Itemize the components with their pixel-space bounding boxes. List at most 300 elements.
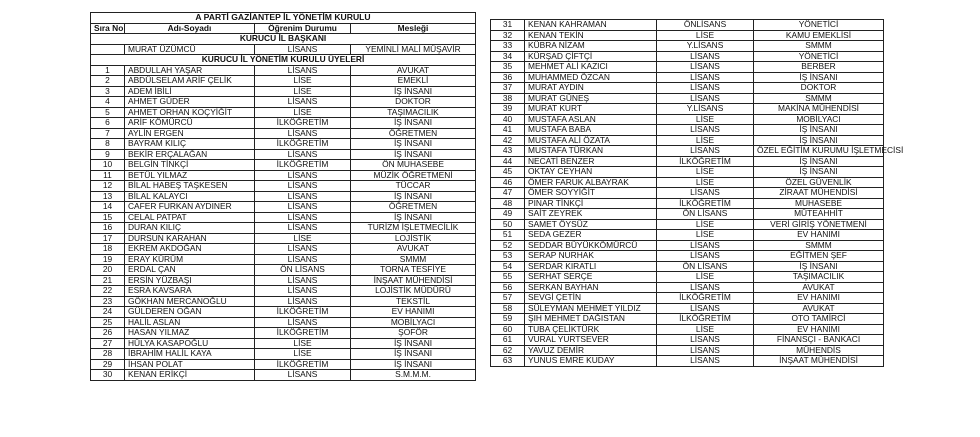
member-number: 7 xyxy=(91,128,125,139)
member-number: 39 xyxy=(491,104,525,115)
member-education: İLKÖĞRETİM xyxy=(657,314,754,325)
member-profession: İŞ İNSANI xyxy=(351,349,476,360)
member-education: LİSE xyxy=(657,114,754,125)
table-row xyxy=(91,275,476,286)
member-profession: EV HANIMI xyxy=(351,307,476,318)
table-row xyxy=(91,296,476,307)
member-name: GÜLDEREN OĞAN xyxy=(125,307,255,318)
member-number: 32 xyxy=(491,30,525,41)
member-profession: TEKSTİL xyxy=(351,296,476,307)
member-education: Y.LİSANS xyxy=(657,41,754,52)
member-name: ŞIH MEHMET DAĞISTAN xyxy=(525,314,657,325)
member-number: 48 xyxy=(491,198,525,209)
member-name: SEVGİ ÇETİN xyxy=(525,293,657,304)
member-number: 11 xyxy=(91,170,125,181)
left-member-table xyxy=(90,12,476,381)
table-row xyxy=(491,209,884,220)
member-number: 15 xyxy=(91,212,125,223)
member-name: BAYRAM KILIÇ xyxy=(125,139,255,150)
member-education: LİSANS xyxy=(657,335,754,346)
table-row xyxy=(91,97,476,108)
member-profession: ÖZEL GÜVENLİK xyxy=(754,177,884,188)
member-number: 41 xyxy=(491,125,525,136)
member-education: İLKÖĞRETİM xyxy=(255,139,351,150)
member-profession: AVUKAT xyxy=(351,65,476,76)
member-education: İLKÖĞRETİM xyxy=(657,198,754,209)
member-name: CAFER FURKAN AYDINER xyxy=(125,202,255,213)
member-number: 40 xyxy=(491,114,525,125)
member-name: SERDAR KIRATLI xyxy=(525,261,657,272)
member-name: HASAN YILMAZ xyxy=(125,328,255,339)
member-education: LİSANS xyxy=(255,97,351,108)
table-row xyxy=(91,160,476,171)
member-profession: EĞİTMEN ŞEF xyxy=(754,251,884,262)
member-name: ESRA KAVSARA xyxy=(125,286,255,297)
member-profession: İŞ İNSANI xyxy=(754,167,884,178)
member-name: SAMET ÖYSÜZ xyxy=(525,219,657,230)
member-number: 10 xyxy=(91,160,125,171)
member-number: 30 xyxy=(91,370,125,381)
table-row xyxy=(491,125,884,136)
member-education: LİSANS xyxy=(255,149,351,160)
member-profession: İŞ İNSANI xyxy=(351,118,476,129)
member-education: LİSANS xyxy=(255,275,351,286)
member-name: İBRAHİM HALİL KAYA xyxy=(125,349,255,360)
table-row xyxy=(91,181,476,192)
member-name: BİLAL KALAYCI xyxy=(125,191,255,202)
member-education: ÖN LİSANS xyxy=(657,261,754,272)
member-number: 50 xyxy=(491,219,525,230)
member-education: LİSANS xyxy=(657,356,754,367)
table-row xyxy=(91,65,476,76)
member-profession: ŞOFÖR xyxy=(351,328,476,339)
member-profession: EV HANIMI xyxy=(754,324,884,335)
chair-row xyxy=(91,44,476,55)
member-profession: İŞ İNSANI xyxy=(754,156,884,167)
member-number: 45 xyxy=(491,167,525,178)
table-row xyxy=(91,307,476,318)
table-row xyxy=(491,230,884,241)
table-row xyxy=(91,349,476,360)
member-number: 51 xyxy=(491,230,525,241)
member-name: MUSTAFA TÜRKAN xyxy=(525,146,657,157)
table-row xyxy=(91,149,476,160)
member-education: LİSE xyxy=(255,76,351,87)
member-education: LİSE xyxy=(255,233,351,244)
member-profession: İŞ İNSANI xyxy=(351,338,476,349)
member-education: LİSANS xyxy=(255,170,351,181)
member-number: 27 xyxy=(91,338,125,349)
table-row xyxy=(491,41,884,52)
table-row xyxy=(491,188,884,199)
table-row xyxy=(91,233,476,244)
member-name: DURAN KILIÇ xyxy=(125,223,255,234)
table-row xyxy=(91,254,476,265)
member-name: SERHAT SERÇE xyxy=(525,272,657,283)
member-number: 5 xyxy=(91,107,125,118)
member-profession: MÜZİK ÖĞRETMENİ xyxy=(351,170,476,181)
member-number: 3 xyxy=(91,86,125,97)
member-education: LİSANS xyxy=(255,254,351,265)
member-number: 13 xyxy=(91,191,125,202)
table-row xyxy=(491,345,884,356)
member-profession: AVUKAT xyxy=(351,244,476,255)
member-number: 37 xyxy=(491,83,525,94)
member-education: İLKÖĞRETİM xyxy=(255,160,351,171)
member-profession: İŞ İNSANI xyxy=(351,191,476,202)
member-number: 23 xyxy=(91,296,125,307)
table-row xyxy=(491,293,884,304)
member-education: LİSE xyxy=(255,349,351,360)
member-name: NECATİ BENZER xyxy=(525,156,657,167)
chair-profession: YEMİNLİ MALİ MÜŞAVİR xyxy=(351,44,476,55)
member-number: 21 xyxy=(91,275,125,286)
member-education: LİSE xyxy=(657,167,754,178)
table-row xyxy=(491,324,884,335)
member-name: OKTAY CEYHAN xyxy=(525,167,657,178)
member-profession: LOJİSTİK xyxy=(351,233,476,244)
member-number: 42 xyxy=(491,135,525,146)
member-name: KÜRŞAD ÇİFTÇİ xyxy=(525,51,657,62)
member-name: DURSUN KARAHAN xyxy=(125,233,255,244)
member-education: İLKÖĞRETİM xyxy=(657,293,754,304)
member-profession: KAMU EMEKLİSİ xyxy=(754,30,884,41)
member-name: SAİT ZEYREK xyxy=(525,209,657,220)
member-number: 16 xyxy=(91,223,125,234)
member-education: LİSANS xyxy=(255,296,351,307)
member-profession: BERBER xyxy=(754,62,884,73)
member-profession: EV HANIMI xyxy=(754,293,884,304)
member-education: LİSANS xyxy=(657,303,754,314)
member-name: VURAL YURTSEVER xyxy=(525,335,657,346)
member-name: PINAR TİNKÇİ xyxy=(525,198,657,209)
member-name: AHMET ORHAN KOÇYİĞİT xyxy=(125,107,255,118)
member-name: BİLAL HABEŞ TAŞKESEN xyxy=(125,181,255,192)
member-education: LİSE xyxy=(255,338,351,349)
member-number: 55 xyxy=(491,272,525,283)
member-education: LİSANS xyxy=(255,223,351,234)
table-row xyxy=(491,20,884,31)
member-number: 1 xyxy=(91,65,125,76)
member-profession: EMEKLİ xyxy=(351,76,476,87)
member-profession: İŞ İNSANI xyxy=(754,72,884,83)
member-name: BEKİR ERÇALAĞAN xyxy=(125,149,255,160)
member-education: LİSE xyxy=(657,219,754,230)
member-name: MEHMET ALİ KAZICI xyxy=(525,62,657,73)
member-name: SEDA GEZER xyxy=(525,230,657,241)
member-number: 4 xyxy=(91,97,125,108)
member-profession: İŞ İNSANI xyxy=(351,86,476,97)
member-name: ÖMER FARUK ALBAYRAK xyxy=(525,177,657,188)
member-name: YUNUS EMRE KUDAY xyxy=(525,356,657,367)
header-name: Adı-Soyadı xyxy=(125,23,255,34)
member-profession: TORNA TESFİYE xyxy=(351,265,476,276)
table-row xyxy=(91,107,476,118)
table-row xyxy=(491,303,884,314)
member-education: LİSANS xyxy=(255,370,351,381)
table-row xyxy=(91,76,476,87)
table-row xyxy=(491,104,884,115)
table-row xyxy=(491,219,884,230)
member-education: LİSANS xyxy=(657,188,754,199)
member-profession: MÜTEAHHİT xyxy=(754,209,884,220)
member-profession: MUHASEBE xyxy=(754,198,884,209)
table-row xyxy=(491,93,884,104)
member-number: 26 xyxy=(91,328,125,339)
member-number: 53 xyxy=(491,251,525,262)
member-number: 17 xyxy=(91,233,125,244)
table-row xyxy=(91,338,476,349)
document-title: A PARTİ GAZİANTEP İL YÖNETİM KURULU xyxy=(91,13,476,24)
member-name: MURAT AYDIN xyxy=(525,83,657,94)
table-row xyxy=(491,167,884,178)
member-profession: İŞ İNSANI xyxy=(351,212,476,223)
table-row xyxy=(91,191,476,202)
member-education: LİSE xyxy=(657,177,754,188)
member-profession: ÖZEL EĞİTİM KURUMU İŞLETMECİSİ xyxy=(754,146,884,157)
member-education: LİSANS xyxy=(657,240,754,251)
member-number: 8 xyxy=(91,139,125,150)
member-number: 56 xyxy=(491,282,525,293)
member-name: HALİL ASLAN xyxy=(125,317,255,328)
member-profession: EV HANIMI xyxy=(754,230,884,241)
member-name: MUSTAFA ALİ ÖZATA xyxy=(525,135,657,146)
member-education: LİSANS xyxy=(255,181,351,192)
member-name: SERKAN BAYHAN xyxy=(525,282,657,293)
table-row xyxy=(91,86,476,97)
member-number: 28 xyxy=(91,349,125,360)
member-profession: AVUKAT xyxy=(754,282,884,293)
member-number: 12 xyxy=(91,181,125,192)
member-number: 63 xyxy=(491,356,525,367)
member-name: MURAT GÜNEŞ xyxy=(525,93,657,104)
section-chair: KURUCU İL BAŞKANI xyxy=(91,34,476,45)
member-profession: S.M.M.M. xyxy=(351,370,476,381)
member-education: ÖN LİSANS xyxy=(255,265,351,276)
member-number: 60 xyxy=(491,324,525,335)
table-row xyxy=(91,139,476,150)
member-profession: İŞ İNSANI xyxy=(351,359,476,370)
table-row xyxy=(91,128,476,139)
member-education: LİSANS xyxy=(657,345,754,356)
table-row xyxy=(91,286,476,297)
member-profession: İŞ İNSANI xyxy=(351,139,476,150)
member-education: LİSANS xyxy=(657,93,754,104)
member-education: LİSE xyxy=(657,272,754,283)
member-name: ABDÜLSELAM ARİF ÇELİK xyxy=(125,76,255,87)
member-profession: İŞ İNSANI xyxy=(754,135,884,146)
member-number: 22 xyxy=(91,286,125,297)
table-row xyxy=(91,212,476,223)
chair-name: MURAT ÜZÜMCÜ xyxy=(125,44,255,55)
member-name: AYLİN ERGEN xyxy=(125,128,255,139)
member-name: ÖMER SOYYİĞİT xyxy=(525,188,657,199)
table-row xyxy=(91,118,476,129)
table-row xyxy=(491,156,884,167)
member-number: 25 xyxy=(91,317,125,328)
member-number: 58 xyxy=(491,303,525,314)
member-name: SEDDAR BÜYÜKKÖMÜRCÜ xyxy=(525,240,657,251)
member-name: MUHAMMED ÖZCAN xyxy=(525,72,657,83)
member-education: LİSE xyxy=(657,230,754,241)
table-row xyxy=(491,251,884,262)
member-name: ERAY KÜRÜM xyxy=(125,254,255,265)
member-name: SÜLEYMAN MEHMET YILDIZ xyxy=(525,303,657,314)
right-member-table xyxy=(490,19,904,367)
member-profession: YÖNETİCİ xyxy=(754,51,884,62)
table-row xyxy=(91,244,476,255)
member-number: 44 xyxy=(491,156,525,167)
member-profession: DOKTOR xyxy=(351,97,476,108)
member-name: MURAT KURT xyxy=(525,104,657,115)
member-name: MUSTAFA BABA xyxy=(525,125,657,136)
member-education: LİSANS xyxy=(657,51,754,62)
member-name: ARİF KÖMÜRCÜ xyxy=(125,118,255,129)
member-name: GÖKHAN MERCANOĞLU xyxy=(125,296,255,307)
table-row xyxy=(91,317,476,328)
member-number: 6 xyxy=(91,118,125,129)
member-number: 20 xyxy=(91,265,125,276)
member-education: LİSANS xyxy=(255,286,351,297)
member-name: AHMET GÜDER xyxy=(125,97,255,108)
member-name: ADEM İBİLİ xyxy=(125,86,255,97)
table-row xyxy=(91,359,476,370)
member-number: 35 xyxy=(491,62,525,73)
member-education: LİSANS xyxy=(255,128,351,139)
table-row xyxy=(491,146,884,157)
member-name: ERSİN YÜZBAŞI xyxy=(125,275,255,286)
table-row xyxy=(91,202,476,213)
member-education: LİSE xyxy=(255,107,351,118)
table-row xyxy=(491,62,884,73)
member-name: ERDAL ÇAN xyxy=(125,265,255,276)
member-education: LİSANS xyxy=(255,317,351,328)
table-row xyxy=(491,356,884,367)
member-name: ABDULLAH YAŞAR xyxy=(125,65,255,76)
member-name: KENAN ERİKÇİ xyxy=(125,370,255,381)
member-name: İHSAN POLAT xyxy=(125,359,255,370)
member-education: LİSANS xyxy=(657,251,754,262)
table-row xyxy=(91,370,476,381)
member-profession: İŞ İNSANI xyxy=(754,261,884,272)
member-number: 18 xyxy=(91,244,125,255)
member-name: BELGİN TİNKÇİ xyxy=(125,160,255,171)
table-row xyxy=(491,314,884,325)
member-number: 33 xyxy=(491,41,525,52)
table-row xyxy=(491,177,884,188)
member-education: İLKÖĞRETİM xyxy=(657,156,754,167)
table-row xyxy=(491,114,884,125)
member-profession: ÖĞRETMEN xyxy=(351,128,476,139)
table-row xyxy=(491,335,884,346)
member-profession: AVUKAT xyxy=(754,303,884,314)
member-number: 46 xyxy=(491,177,525,188)
member-education: LİSANS xyxy=(657,282,754,293)
member-education: Y.LİSANS xyxy=(657,104,754,115)
member-profession: SMMM xyxy=(754,240,884,251)
member-education: ÖN LİSANS xyxy=(657,209,754,220)
member-profession: TAŞIMACILIK xyxy=(754,272,884,283)
member-number: 52 xyxy=(491,240,525,251)
member-number: 2 xyxy=(91,76,125,87)
member-number: 38 xyxy=(491,93,525,104)
member-profession: İŞ İNSANI xyxy=(351,149,476,160)
member-education: ÖNLİSANS xyxy=(657,20,754,31)
member-number: 29 xyxy=(91,359,125,370)
member-profession: DOKTOR xyxy=(754,83,884,94)
member-education: İLKÖĞRETİM xyxy=(255,118,351,129)
member-name: KENAN TEKİN xyxy=(525,30,657,41)
member-number: 24 xyxy=(91,307,125,318)
member-number: 61 xyxy=(491,335,525,346)
table-row xyxy=(91,223,476,234)
member-profession: VERİ GİRİŞ YÖNETMENİ xyxy=(754,219,884,230)
member-number: 59 xyxy=(491,314,525,325)
member-education: İLKÖĞRETİM xyxy=(255,359,351,370)
member-name: KENAN KAHRAMAN xyxy=(525,20,657,31)
member-profession: İNŞAAT MÜHENDİSİ xyxy=(351,275,476,286)
table-row xyxy=(491,72,884,83)
member-education: LİSANS xyxy=(657,146,754,157)
member-education: LİSANS xyxy=(657,125,754,136)
member-name: CELAL PATPAT xyxy=(125,212,255,223)
table-row xyxy=(491,198,884,209)
member-number: 9 xyxy=(91,149,125,160)
member-education: LİSE xyxy=(657,324,754,335)
member-education: LİSE xyxy=(657,30,754,41)
member-education: LİSANS xyxy=(657,62,754,73)
member-number: 62 xyxy=(491,345,525,356)
member-education: İLKÖĞRETİM xyxy=(255,328,351,339)
member-number: 54 xyxy=(491,261,525,272)
table-row xyxy=(491,240,884,251)
member-education: LİSANS xyxy=(255,202,351,213)
header-profession: Mesleği xyxy=(351,23,476,34)
member-name: KÜBRA NİZAM xyxy=(525,41,657,52)
member-profession: MOBİLYACI xyxy=(754,114,884,125)
member-number: 43 xyxy=(491,146,525,157)
member-education: İLKÖĞRETİM xyxy=(255,307,351,318)
member-name: TUBA ÇELİKTÜRK xyxy=(525,324,657,335)
table-row xyxy=(491,261,884,272)
member-education: LİSANS xyxy=(255,191,351,202)
table-row xyxy=(91,170,476,181)
member-name: HÜLYA KASAPOĞLU xyxy=(125,338,255,349)
member-profession: LOJİSTİK MÜDÜRÜ xyxy=(351,286,476,297)
member-name: EKREM AKDOĞAN xyxy=(125,244,255,255)
member-profession: MAKİNA MÜHENDİSİ xyxy=(754,104,884,115)
member-name: BETÜL YILMAZ xyxy=(125,170,255,181)
member-education: LİSANS xyxy=(657,83,754,94)
table-row xyxy=(91,265,476,276)
table-row xyxy=(491,30,884,41)
member-education: LİSE xyxy=(255,86,351,97)
member-number: 57 xyxy=(491,293,525,304)
member-profession: MÜHENDİS xyxy=(754,345,884,356)
table-row xyxy=(491,282,884,293)
member-profession: SMMM xyxy=(351,254,476,265)
member-number: 31 xyxy=(491,20,525,31)
member-number: 49 xyxy=(491,209,525,220)
table-row xyxy=(91,328,476,339)
member-profession: SMMM xyxy=(754,41,884,52)
member-education: LİSANS xyxy=(255,65,351,76)
member-profession: ÖN MUHASEBE xyxy=(351,160,476,171)
chair-education: LİSANS xyxy=(255,44,351,55)
member-name: MUSTAFA ASLAN xyxy=(525,114,657,125)
member-profession: İŞ İNSANI xyxy=(754,125,884,136)
table-row xyxy=(491,135,884,146)
